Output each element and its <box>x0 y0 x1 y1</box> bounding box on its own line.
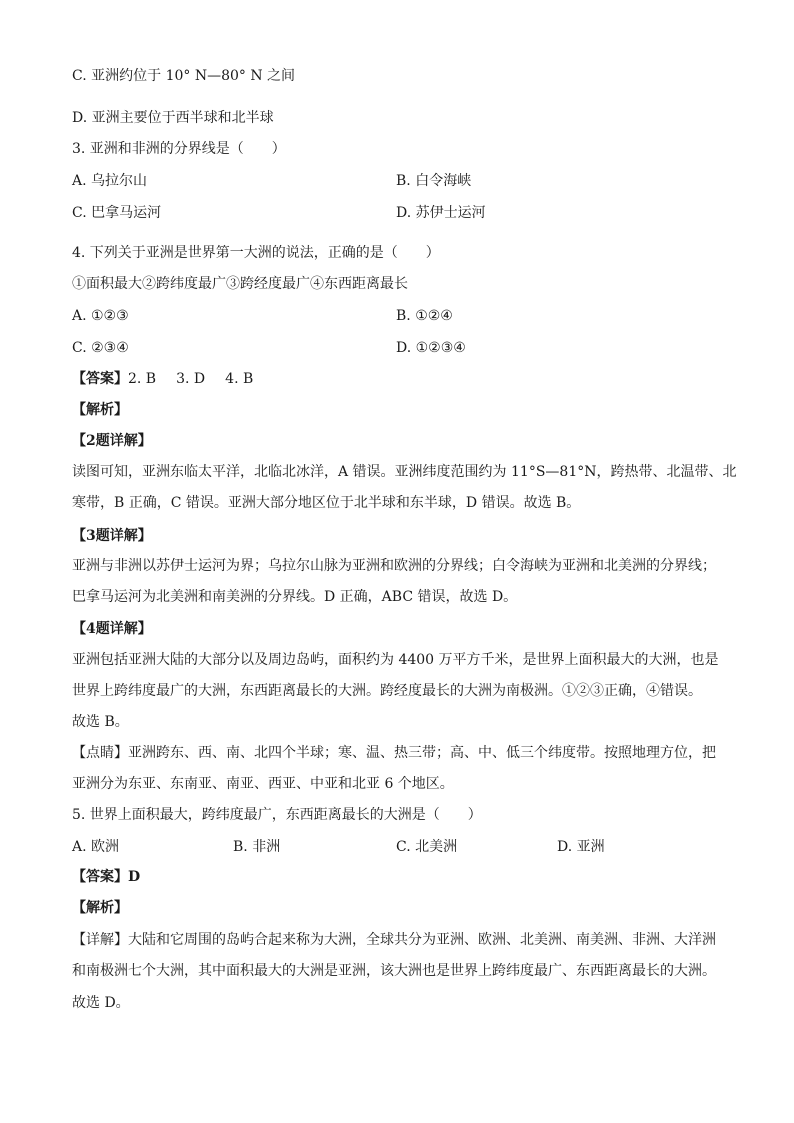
detail-2-line-2: 寒带，B 正确，C 错误。亚洲大部分地区位于北半球和东半球，D 错误。故选 B。 <box>72 495 581 511</box>
q1-option-d: D. 亚洲主要位于西半球和北半球 <box>72 110 274 126</box>
detail-5-line-3: 故选 D。 <box>72 995 130 1011</box>
question-5-option-c: C. 北美洲 <box>396 839 458 855</box>
question-3-stem: 3. 亚洲和非洲的分界线是（ ） <box>72 141 286 157</box>
detail-3-line-2: 巴拿马运河为北美洲和南美洲的分界线。D 正确，ABC 错误，故选 D。 <box>72 589 518 605</box>
detail-2-title: 【2题详解】 <box>72 433 152 449</box>
answer-5: 【答案】D <box>72 869 141 885</box>
key-point-line-2: 亚洲分为东亚、东南亚、南亚、西亚、中亚和北亚 6 个地区。 <box>72 776 454 792</box>
question-4-option-b: B. ①②④ <box>396 308 453 324</box>
question-5-option-d: D. 亚洲 <box>557 839 605 855</box>
question-3-option-b: B. 白令海峡 <box>396 173 472 189</box>
q1-option-c: C. 亚洲约位于 10° N—80° N 之间 <box>72 68 296 84</box>
question-4-option-c: C. ②③④ <box>72 340 129 356</box>
question-5-option-a: A. 欧洲 <box>72 839 120 855</box>
detail-5-line-2: 和南极洲七个大洲，其中面积最大的大洲是亚洲，该大洲也是世界上跨纬度最广、东西距离最长的大洲。 <box>72 963 716 979</box>
answer-q2: 2. B <box>128 371 157 387</box>
question-5-stem: 5. 世界上面积最大，跨纬度最广，东西距离最长的大洲是（ ） <box>72 807 482 823</box>
key-point-line-1: 【点睛】亚洲跨东、西、南、北四个半球；寒、温、热三带；高、中、低三个纬度带。按照地理方位，把 <box>72 745 716 761</box>
question-4-stem: 4. 下列关于亚洲是世界第一大洲的说法，正确的是（ ） <box>72 245 440 261</box>
question-3-option-a: A. 乌拉尔山 <box>72 173 148 189</box>
detail-4-line-2: 世界上跨纬度最广的大洲，东西距离最长的大洲。跨经度最长的大洲为南极洲。①②③正确，④错误。 <box>72 683 702 699</box>
detail-3-line-1: 亚洲与非洲以苏伊士运河为界；乌拉尔山脉为亚洲和欧洲的分界线；白令海峡为亚洲和北美洲的分界线； <box>72 558 716 574</box>
analysis-5-heading: 【解析】 <box>72 900 128 916</box>
question-4-option-a: A. ①②③ <box>72 308 129 324</box>
detail-4-line-1: 亚洲包括亚洲大陆的大部分以及周边岛屿，面积约为 4400 万平方千米，是世界上面积最大的大洲，也是 <box>72 652 719 668</box>
question-4-option-d: D. ①②③④ <box>396 340 466 356</box>
answer-tag: 【答案】 <box>72 371 128 387</box>
detail-4-line-3: 故选 B。 <box>72 714 129 730</box>
analysis-heading: 【解析】 <box>72 402 128 418</box>
detail-4-title: 【4题详解】 <box>72 621 152 637</box>
answer-block <box>72 369 253 389</box>
detail-3-title: 【3题详解】 <box>72 528 152 544</box>
detail-2-line-1: 读图可知，亚洲东临太平洋，北临北冰洋，A 错误。亚洲纬度范围约为 11°S—81°N，跨热带、北温带、北 <box>72 464 737 480</box>
question-3-option-d: D. 苏伊士运河 <box>396 205 486 221</box>
answer-q4: 4. B <box>225 371 254 387</box>
answer-q3: 3. D <box>176 371 206 387</box>
question-4-items: ①面积最大②跨纬度最广③跨经度最广④东西距离最长 <box>72 276 408 292</box>
question-5-option-b: B. 非洲 <box>233 839 281 855</box>
question-3-option-c: C. 巴拿马运河 <box>72 205 162 221</box>
detail-5-line-1: 【详解】大陆和它周围的岛屿合起来称为大洲，全球共分为亚洲、欧洲、北美洲、南美洲、非洲、大洋洲 <box>72 932 716 948</box>
